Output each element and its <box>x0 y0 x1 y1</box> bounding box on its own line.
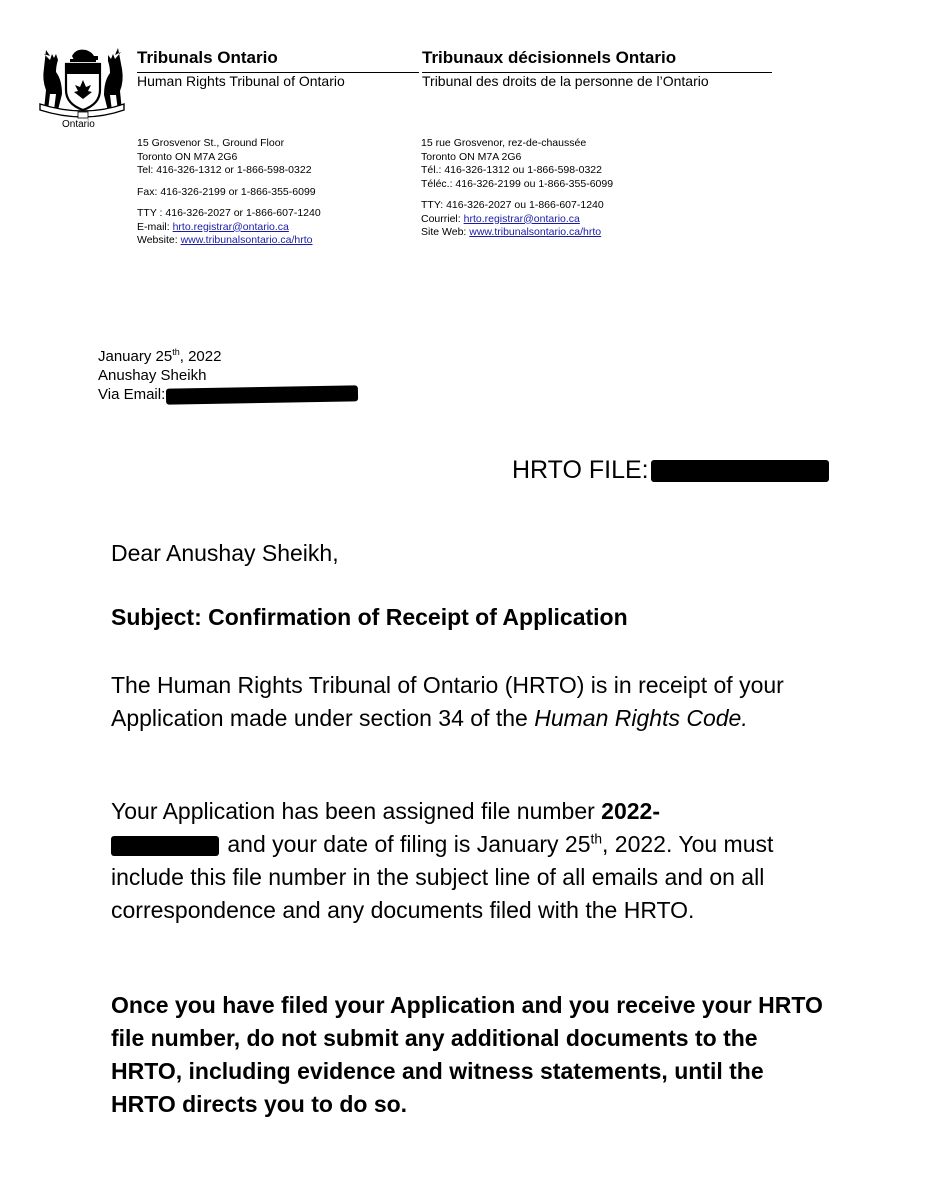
org-title-en: Tribunals Ontario <box>137 48 278 67</box>
fax-line: Fax: 416-326-2199 or 1-866-355-6099 <box>137 185 316 198</box>
address-line-1: 15 Grosvenor St., Ground Floor <box>137 137 285 149</box>
file-number-prefix: 2022- <box>601 798 660 824</box>
website-line <box>137 234 321 248</box>
code-title: Human Rights Code. <box>534 705 748 731</box>
redacted-email <box>166 385 358 404</box>
redacted-file-number <box>651 460 829 482</box>
org-title-fr: Tribunaux décisionnels Ontario <box>422 48 677 67</box>
address-block-en <box>137 137 321 248</box>
crest-label: Ontario <box>62 119 95 130</box>
website-line-fr <box>421 226 613 240</box>
website-link-fr[interactable]: www.tribunalsontario.ca/hrto <box>469 226 602 238</box>
email-link[interactable]: hrto.registrar@ontario.ca <box>172 220 289 233</box>
fax-line-fr: Téléc.: 416-326-2199 ou 1-866-355-6099 <box>421 177 614 190</box>
letter-date: January 25th, 2022 <box>98 347 222 365</box>
salutation: Dear Anushay Sheikh, <box>111 540 339 566</box>
recipient-name: Anushay Sheikh <box>98 367 207 384</box>
phone-line-fr: Tél.: 416-326-1312 ou 1-866-598-0322 <box>421 164 602 176</box>
org-subtitle-en: Human Rights Tribunal of Ontario <box>137 73 345 89</box>
paragraph-file-number: Your Application has been assigned file number 2022- and your date of filing is January 25th, 2022. You must include this file number in the subject line of all emails and on all correspondence and any documents filed with the HRTO. <box>111 798 774 923</box>
org-subtitle-fr: Tribunal des droits de la personne de l’Ontario <box>422 73 709 89</box>
address-block-fr <box>421 137 613 240</box>
email-label: E-mail: <box>137 220 173 233</box>
website-label-fr: Site Web: <box>421 226 470 238</box>
tty-line-fr: TTY: 416-326-2027 ou 1-866-607-1240 <box>421 199 604 211</box>
file-label: HRTO FILE: <box>512 456 649 484</box>
email-label-fr: Courriel: <box>421 212 464 225</box>
recipient-block <box>98 347 358 404</box>
email-link-fr[interactable]: hrto.registrar@ontario.ca <box>463 212 580 225</box>
subject-line: Subject: Confirmation of Receipt of Application <box>111 604 628 630</box>
paragraph-instructions: Once you have filed your Application and you receive your HRTO file number, do not submit any additional documents to the HRTO, including evidence and witness statements, until the HRTO directs you to do so. <box>111 992 823 1117</box>
email-line-fr <box>421 213 613 227</box>
address-line-2-fr: Toronto ON M7A 2G6 <box>421 150 522 163</box>
address-line-1-fr: 15 rue Grosvenor, rez-de-chaussée <box>421 137 587 149</box>
address-line-2: Toronto ON M7A 2G6 <box>137 150 238 163</box>
phone-line: Tel: 416-326-1312 or 1-866-598-0322 <box>137 164 312 176</box>
website-label: Website: <box>137 234 181 246</box>
file-number-line <box>512 456 829 485</box>
recipient-email-line: Via Email: <box>98 385 358 404</box>
website-link[interactable]: www.tribunalsontario.ca/hrto <box>180 234 313 246</box>
paragraph-receipt: The Human Rights Tribunal of Ontario (HRTO) is in receipt of your Application made under section 34 of the Human Rights Code. <box>111 672 784 731</box>
tty-line: TTY : 416-326-2027 or 1-866-607-1240 <box>137 207 321 219</box>
redacted-file-number-body <box>111 836 219 856</box>
email-line <box>137 221 321 235</box>
